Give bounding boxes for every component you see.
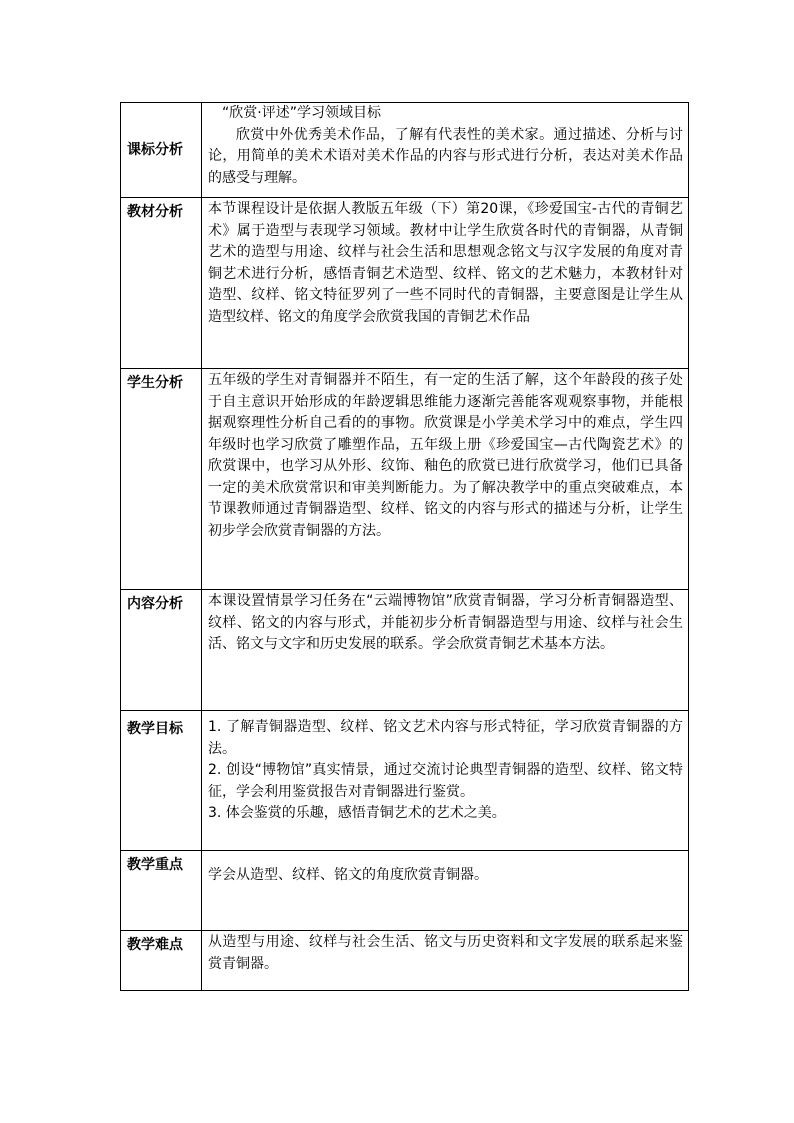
content-cell [202, 931, 689, 991]
content-line: 2. 创设“博物馆”真实情景，通过交流讨论典型青铜器的造型、纹样、铭文特征，学会利用鉴赏报告对青铜器进行鉴赏。 [208, 762, 683, 800]
row-content [202, 931, 688, 975]
row-content [202, 369, 688, 542]
content-line: 本节课程设计是依据人教版五年级（下）第20课，《珍爱国宝-古代的青铜艺术》属于造型与表现学习领域。教材中让学生欣赏各时代的青铜器，从青铜艺术的造型与用途、纹样与社会生活和思想观念铭文与汉字发展的角度对青铜艺术进行分析，感悟青铜艺术造型、纹样、铭文的艺术魅力，本教材针对造型、纹样、铭文特征罗列了一些不同时代的青铜器，主要意图是让学生从造型纹样、铭文的角度学会欣赏我国的青铜艺术作品 [208, 201, 683, 325]
row-label: 教材分析 [127, 204, 183, 220]
content-line: “欣赏·评述”学习领域目标 [222, 105, 381, 121]
label-cell [121, 103, 202, 198]
row-content [202, 198, 688, 328]
content-line: 3. 体会鉴赏的乐趣，感悟青铜艺术的艺术之美。 [208, 805, 506, 821]
row-label: 学生分析 [127, 375, 183, 391]
row-teaching-goals [121, 711, 689, 851]
label-cell [121, 369, 202, 590]
row-content [202, 590, 688, 656]
row-student-analysis [121, 369, 689, 590]
label-cell [121, 851, 202, 931]
row-content [202, 103, 688, 189]
label-cell [121, 590, 202, 711]
row-content-analysis [121, 590, 689, 711]
row-teaching-difficulty [121, 931, 689, 991]
content-cell [202, 198, 689, 369]
content-cell [202, 711, 689, 851]
content-cell [202, 590, 689, 711]
content-line: 欣赏中外优秀美术作品，了解有代表性的美术家。通过描述、分析与讨论，用简单的美术术语对美术作品的内容与形式进行分析，表达对美术作品的感受与理解。 [208, 126, 683, 186]
label-cell [121, 931, 202, 991]
lesson-analysis-table [120, 102, 689, 991]
label-cell [121, 711, 202, 851]
row-label: 教学重点 [127, 857, 183, 873]
label-cell [121, 198, 202, 369]
content-line: 五年级的学生对青铜器并不陌生，有一定的生活了解，这个年龄段的孩子处于自主意识开始形成的年龄逻辑思维能力逐渐完善能客观观察事物，并能根据观察理性分析自己看的的事物。欣赏课是小学美术学习中的难点，学生四年级时也学习欣赏了雕塑作品，五年级上册《珍爱国宝—古代陶瓷艺术》的欣赏课中，也学习从外形、纹饰、釉色的欣赏已进行欣赏学习，他们已具备一定的美术欣赏常识和审美判断能力。为了解决教学中的重点突破难点，本节课教师通过青铜器造型、纹样、铭文的内容与形式的描述与分析，让学生初步学会欣赏青铜器的方法。 [208, 372, 683, 539]
content-cell [202, 369, 689, 590]
row-label: 教学难点 [127, 937, 183, 953]
row-content [202, 711, 688, 825]
row-teaching-focus [121, 851, 689, 931]
row-content [202, 851, 688, 887]
content-line: 从造型与用途、纹样与社会生活、铭文与历史资料和文字发展的联系起来鉴赏青铜器。 [208, 934, 683, 972]
row-label: 教学目标 [127, 721, 183, 737]
row-label: 课标分析 [127, 141, 183, 158]
row-label: 内容分析 [127, 596, 183, 612]
content-cell [202, 103, 689, 198]
content-line: 1. 了解青铜器造型、纹样、铭文艺术内容与形式特征，学习欣赏青铜器的方法。 [208, 719, 683, 757]
content-cell [202, 851, 689, 931]
row-curriculum-analysis [121, 103, 689, 198]
content-line: 学会从造型、纹样、铭文的角度欣赏青铜器。 [208, 867, 488, 883]
row-textbook-analysis [121, 198, 689, 369]
content-line: 本课设置情景学习任务在“云端博物馆”欣赏青铜器，学习分析青铜器造型、纹样、铭文的内容与形式，并能初步分析青铜器造型与用途、纹样与社会生活、铭文与文字和历史发展的联系。学会欣赏青铜艺术基本方法。 [208, 593, 683, 652]
